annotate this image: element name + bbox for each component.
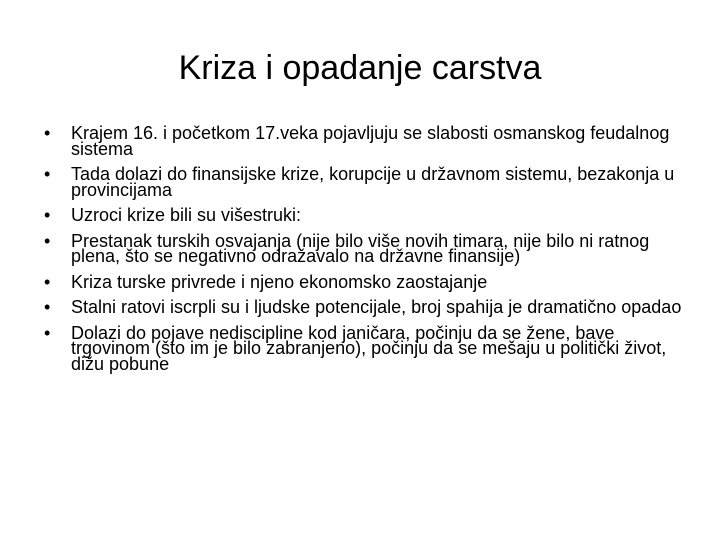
bullet-item — [44, 124, 684, 157]
bullet-text: Tada dolazi do finansijske krize, korupcije u državnom sistemu, bezakonja u provincijama — [71, 164, 675, 200]
bullet-marker: • — [44, 123, 51, 143]
bullet-item — [44, 206, 684, 224]
bullet-list — [44, 124, 684, 380]
bullet-item — [44, 232, 684, 265]
bullet-text: Uzroci krize bili su višestruki: — [71, 205, 302, 225]
bullet-text: Krajem 16. i početkom 17.veka pojavljuju se slabosti osmanskog feudalnog sistema — [71, 123, 670, 159]
bullet-text: Stalni ratovi iscrpli su i ljudske potencijale, broj spahija je dramatično opadao — [71, 297, 682, 317]
bullet-text: Prestanak turskih osvajanja (nije bilo više novih timara, nije bilo ni ratnog plena, što se negativno odražavalo na državne finansije) — [71, 230, 650, 266]
bullet-text: Dolazi do pojave nediscipline kod janičara, počinju da se žene, bave trgovinom (što im je bilo zabranjeno), počinju da se mešaju u politički život, dižu pobune — [71, 322, 667, 374]
bullet-marker: • — [44, 297, 51, 317]
bullet-item — [44, 324, 684, 373]
bullet-text: Kriza turske privrede i njeno ekonomsko zaostajanje — [71, 271, 488, 292]
slide-title: Kriza i opadanje carstva — [178, 49, 542, 87]
bullet-marker: • — [44, 164, 51, 184]
bullet-item — [44, 273, 684, 291]
bullet-marker: • — [44, 322, 51, 343]
bullet-marker: • — [44, 205, 51, 225]
bullet-item — [44, 298, 684, 316]
bullet-marker: • — [44, 230, 51, 251]
bullet-marker: • — [44, 271, 51, 292]
bullet-item — [44, 165, 684, 198]
